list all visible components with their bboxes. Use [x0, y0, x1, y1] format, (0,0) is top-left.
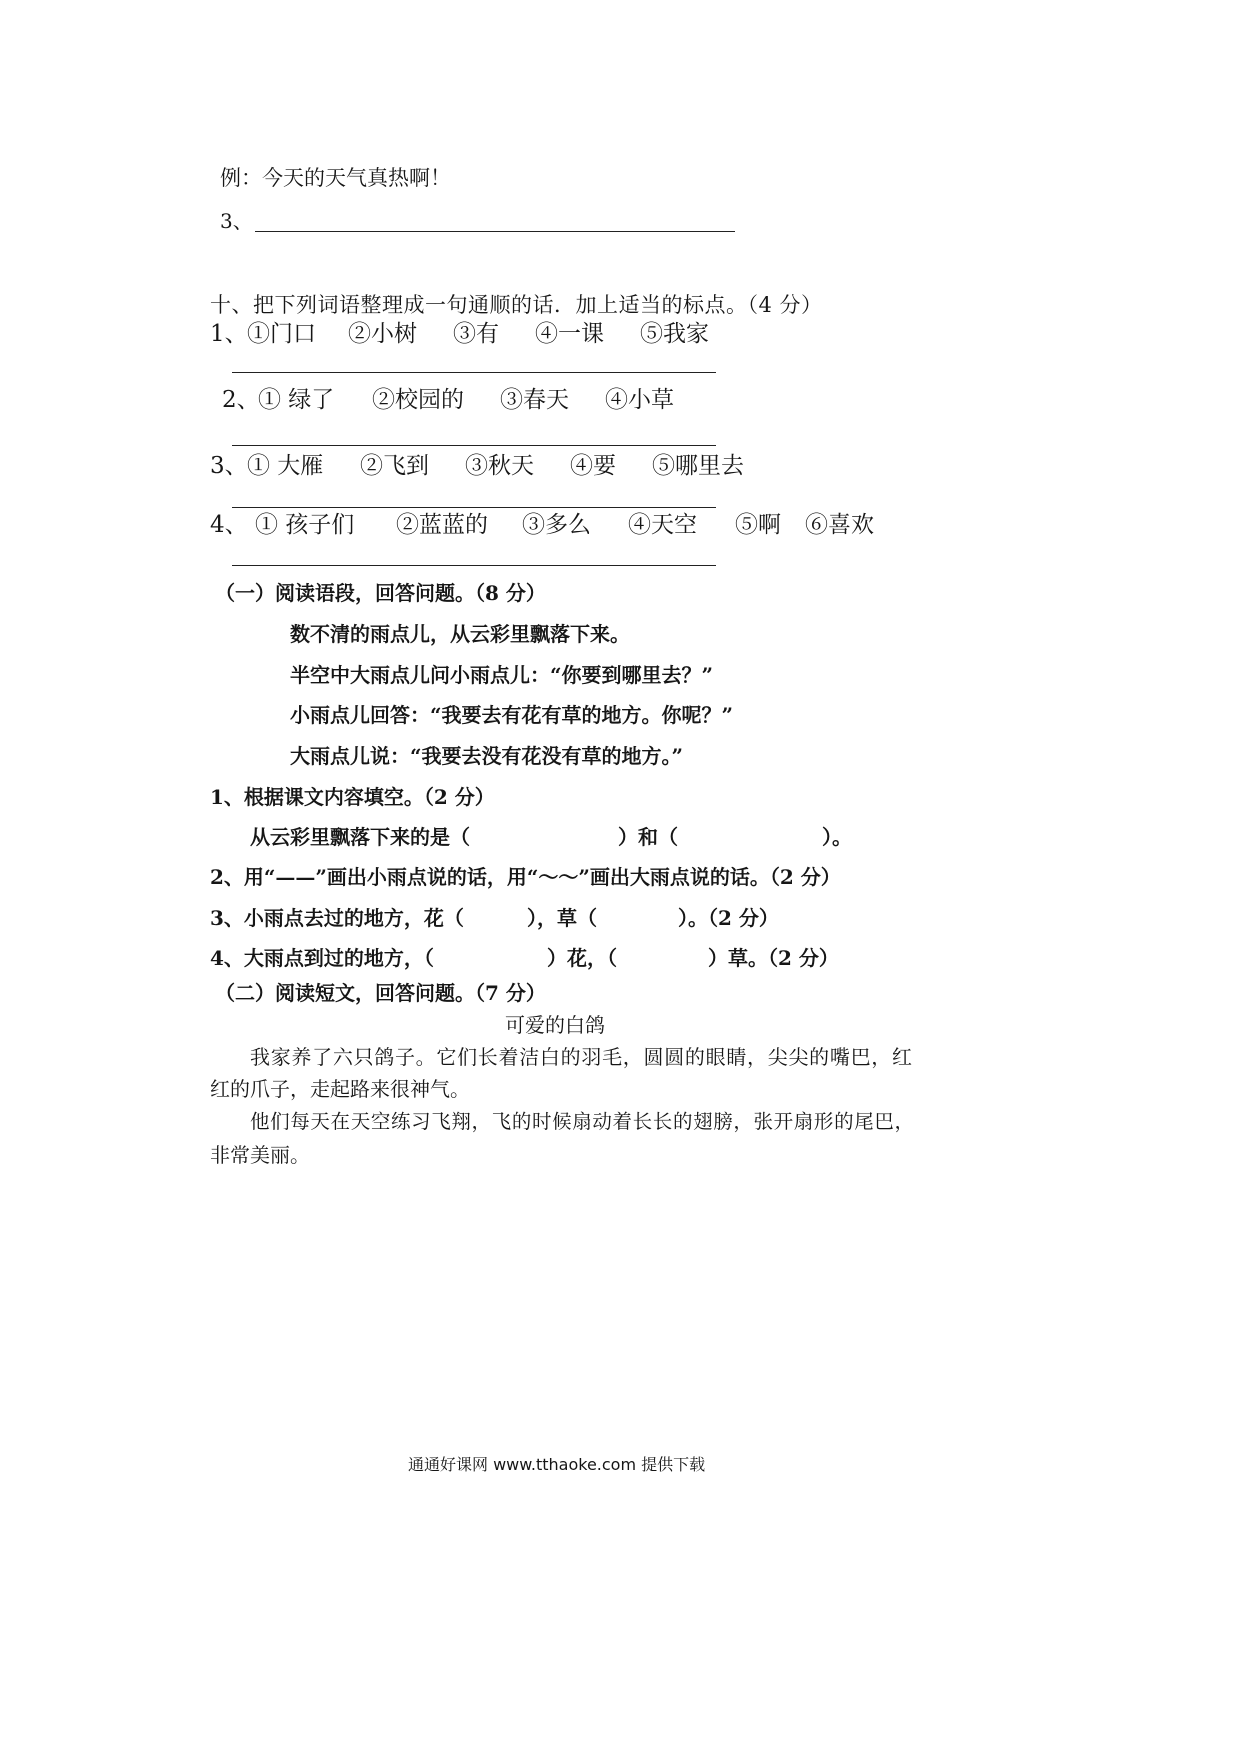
reorder-item-1	[0, 320, 1240, 350]
fill-text: 从云彩里飘落下来的是（	[250, 825, 470, 849]
word-option: ②小树	[348, 321, 417, 347]
word-option: ①门口	[247, 321, 316, 347]
word-option: ②飞到	[360, 453, 429, 479]
passage-line: 半空中大雨点儿问小雨点儿：“你要到哪里去？”	[290, 663, 714, 687]
article-heading: 可爱的白鸽	[505, 1013, 605, 1037]
exercise9-item3-number: 3、	[220, 209, 253, 233]
article-line: 我家养了六只鸽子。它们长着洁白的羽毛，圆圆的眼睛，尖尖的嘴巴，红	[250, 1045, 912, 1069]
word-option: ②校园的	[372, 387, 464, 413]
answer-line	[232, 372, 716, 373]
word-option: ⑤哪里去	[652, 453, 744, 479]
answer-line	[255, 231, 735, 232]
article-line: 他们每天在天空练习飞翔，飞的时候扇动着长长的翅膀，张开扇形的尾巴，	[250, 1110, 914, 1133]
item-number: 2、	[222, 387, 260, 413]
fill-text: ）和（	[618, 825, 678, 849]
fill-text: ）。	[822, 825, 852, 849]
reading2-title: （二）阅读短文，回答问题。（7 分）	[215, 981, 546, 1005]
item-number: 3、	[210, 453, 248, 479]
word-option: ③秋天	[465, 453, 534, 479]
word-option: ②蓝蓝的	[396, 512, 488, 538]
reorder-item-2	[0, 386, 1240, 416]
answer-line	[232, 507, 716, 508]
word-option: ③有	[453, 321, 499, 347]
fill-text: 3、小雨点去过的地方，花（	[210, 906, 464, 930]
word-option: ① 孩子们	[255, 512, 355, 538]
answer-line	[232, 445, 716, 446]
word-option: ④天空	[628, 512, 697, 538]
word-option: ① 大雁	[247, 453, 324, 479]
article-line: 红的爪子，走起路来很神气。	[210, 1077, 470, 1101]
passage-line: 数不清的雨点儿，从云彩里飘落下来。	[290, 622, 630, 646]
article-line: 非常美丽。	[210, 1143, 310, 1167]
exercise10-title: 十、把下列词语整理成一句通顺的话．加上适当的标点。（4 分）	[210, 293, 823, 317]
word-option: ③春天	[500, 387, 569, 413]
word-option: ④要	[570, 453, 616, 479]
item-number: 1、	[210, 321, 248, 347]
word-option: ④小草	[605, 387, 674, 413]
fill-text: ）草。（2 分）	[708, 946, 839, 970]
example-sentence: 例：今天的天气真热啊！	[220, 166, 451, 190]
question-2: 2、用“——”画出小雨点说的话，用“～～”画出大雨点说的话。（2 分）	[210, 865, 841, 889]
passage-line: 小雨点儿回答：“我要去有花有草的地方。你呢？”	[290, 703, 734, 727]
fill-text: ），草（	[527, 906, 597, 930]
word-option: ⑤我家	[640, 321, 709, 347]
fill-text: ）。（2 分）	[678, 906, 779, 930]
question-1-fill	[0, 825, 1240, 855]
word-option: ⑤啊	[735, 512, 781, 538]
reading1-title: （一）阅读语段，回答问题。（8 分）	[215, 581, 546, 605]
answer-line	[232, 565, 716, 566]
reorder-item-3	[0, 452, 1240, 482]
word-option: ① 绿了	[258, 387, 335, 413]
page-footer: 通通好课网 www.tthaoke.com 提供下载	[408, 1455, 706, 1474]
question-3	[0, 906, 1240, 936]
reorder-item-4	[0, 511, 1240, 541]
question-4	[0, 946, 1240, 976]
word-option: ④一课	[535, 321, 604, 347]
word-option: ③多么	[522, 512, 591, 538]
fill-text: 4、大雨点到过的地方，（	[210, 946, 434, 970]
passage-line: 大雨点儿说：“我要去没有花没有草的地方。”	[290, 744, 684, 768]
question-1-prompt: 1、根据课文内容填空。（2 分）	[210, 785, 495, 809]
word-option: ⑥喜欢	[805, 512, 874, 538]
fill-text: ）花，（	[547, 946, 617, 970]
item-number: 4、	[210, 512, 248, 538]
